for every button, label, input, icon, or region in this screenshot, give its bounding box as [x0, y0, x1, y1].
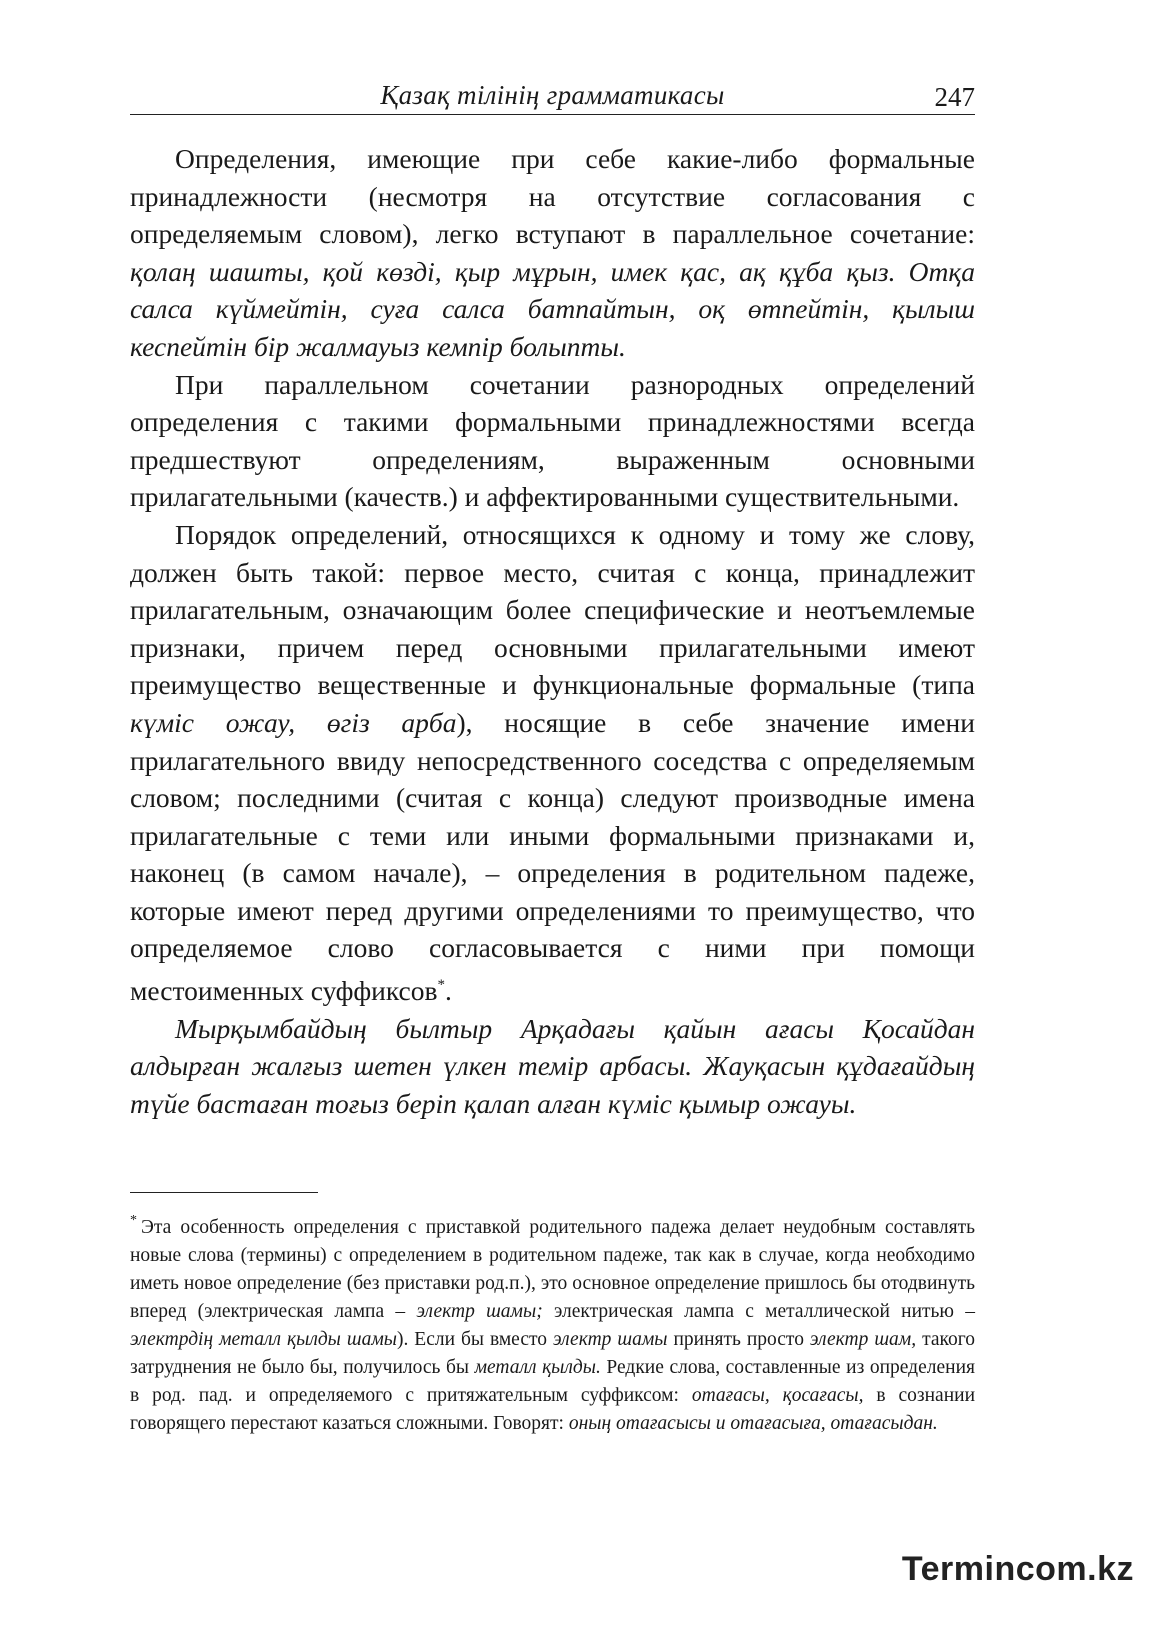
- footnote-text: Эта особенность определения с приставкой родительного падежа делает неудобным составлять новые слова (термины) с определением в родительном падеже, так как в случае, когда необходимо иметь новое определение (без приставки род.п.), это основное определение пришлось бы отодвинуть вперед (электрическая лампа –: [130, 1217, 975, 1323]
- footnote: [130, 1207, 975, 1438]
- body-text: [130, 140, 975, 1122]
- paragraph-text: ), носящие в себе значение имени прилагательного ввиду непосредственного соседства с определяемым словом; последними (считая с конца) следуют производные имена прилагательные с теми или иными формальными признаками и, наконец (в самом начале), – определения в родительном падеже, которые имеют перед другими определениями то преимущество, что определяемое слово согласовывается с ними при помощи местоименных суффиксов: [130, 706, 975, 1007]
- footnote-text: такого затруднения не было бы, получилось бы: [130, 1329, 975, 1379]
- paragraph-1: [130, 140, 975, 366]
- footnote-example: отағасы, қосағасы,: [691, 1385, 864, 1407]
- footnote-example: электр шамы: [552, 1329, 668, 1351]
- page-number: 247: [934, 82, 975, 112]
- paragraph-text: Порядок определений, относящихся к одному и тому же слову, должен быть такой: первое место, считая с конца, принадлежит прилагательным, означающим более специфические и неотъемлемые признаки, причем перед основными прилагательными имеют преимущество вещественные и функциональные формальные (типа: [130, 518, 975, 701]
- example-text: Мырқымбайдың былтыр Арқадағы қайын ағасы Қосайдан алдырған жалғыз шетен үлкен темір арбасы. Жауқасын құдағайдың түйе бастаған тоғыз беріп қалап алған күміс қымыр ожауы.: [130, 1012, 975, 1119]
- paragraph-end: .: [444, 975, 452, 1007]
- paragraph-text: Определения, имеющие при себе какие-либо формальные принадлежности (несмотря на отсутствие согласования с определяемым словом), легко вступают в параллельное сочетание:: [130, 143, 975, 250]
- footnote-text: Редкие слова, составленные из определения в род. пад. и определяемого с притяжательным суффиксом:: [130, 1357, 975, 1407]
- footnote-example: электрдің металл қылды шамы: [130, 1329, 397, 1351]
- footnote-divider: [130, 1192, 318, 1193]
- document-page: [130, 78, 975, 1458]
- paragraph-2: [130, 366, 975, 516]
- footnote-example: оның отағасысы и отағасыға, отағасыдан.: [568, 1413, 938, 1435]
- footnote-mark: *: [130, 1213, 137, 1229]
- footnote-example: электр шамы;: [416, 1301, 543, 1323]
- paragraph-4-example: [130, 1010, 975, 1123]
- example-text: қолаң шашты, қой көзді, қыр мұрын, имек қас, ақ құба қыз. Отқа салса күймейтін, суға салса батпайтын, оқ өтпейтін, қылыш кеспейтін бір жалмауыз кемпір болыпты.: [130, 255, 975, 362]
- running-header: [130, 78, 975, 115]
- running-title: Қазақ тілінің грамматикасы: [380, 80, 725, 110]
- footnote-example: металл қылды.: [474, 1357, 601, 1379]
- paragraph-3: [130, 516, 975, 1010]
- footnote-text: принять просто: [667, 1329, 810, 1351]
- footnote-text: электрическая лампа с металлической нитью –: [542, 1301, 975, 1323]
- footnote-text: ). Если бы вместо: [396, 1329, 553, 1351]
- footnote-text: в сознании говорящего перестают казаться сложными. Говорят:: [130, 1385, 976, 1435]
- footnote-example: электр шам,: [809, 1329, 917, 1351]
- footnote-reference[interactable]: *: [437, 977, 445, 994]
- paragraph-text: При параллельном сочетании разнородных определений определения с такими формальными принадлежностями всегда предшествуют определениям, выраженным основными прилагательными (качеств.) и аффектированными существительными.: [130, 368, 975, 513]
- example-text: күміс ожау, өгіз арба: [130, 706, 457, 738]
- site-watermark: Termincom.kz: [901, 1550, 1134, 1588]
